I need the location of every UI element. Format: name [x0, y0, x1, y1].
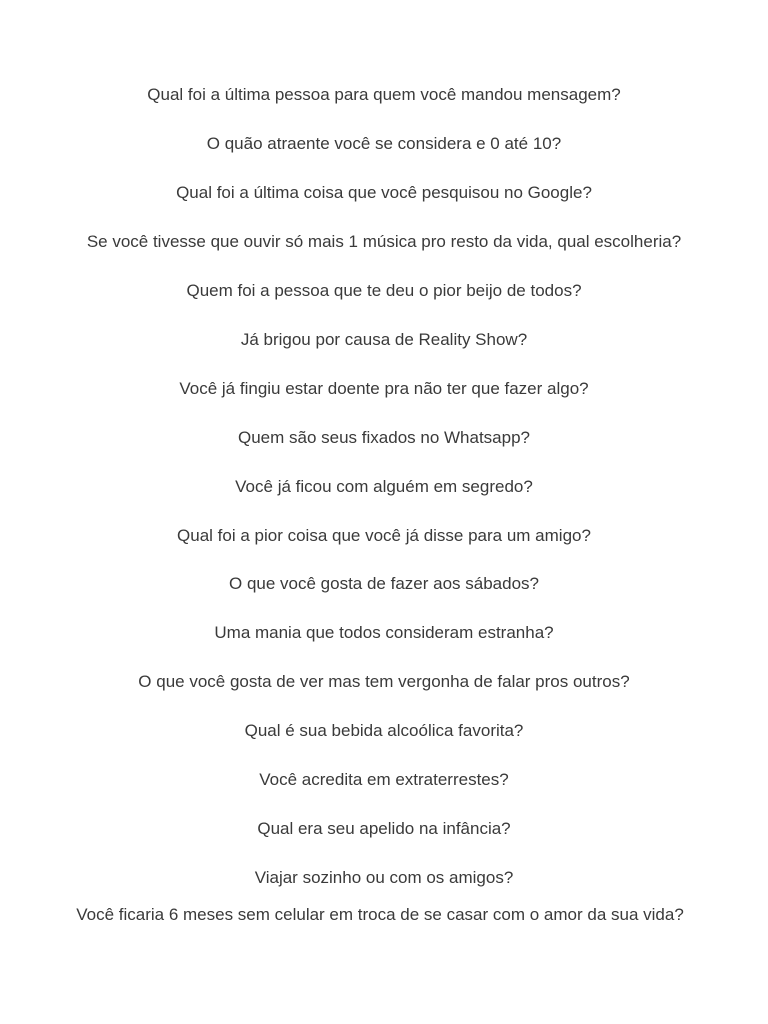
question-2: O quão atraente você se considera e 0 até 10? [206, 134, 562, 153]
question-16: Qual era seu apelido na infância? [257, 819, 511, 838]
question-12: Uma mania que todos consideram estranha? [214, 623, 554, 642]
question-14: Qual é sua bebida alcoólica favorita? [244, 721, 524, 740]
question-4: Se você tivesse que ouvir só mais 1 música pro resto da vida, qual escolheria? [86, 232, 682, 251]
question-9: Você já ficou com alguém em segredo? [235, 477, 533, 496]
question-10: Qual foi a pior coisa que você já disse para um amigo? [177, 526, 591, 545]
question-5: Quem foi a pessoa que te deu o pior beijo de todos? [186, 281, 582, 300]
question-8: Quem são seus fixados no Whatsapp? [238, 428, 530, 447]
question-18: Você ficaria 6 meses sem celular em troca de se casar com o amor da sua vida? [76, 905, 684, 924]
question-17: Viajar sozinho ou com os amigos? [254, 868, 514, 887]
question-6: Já brigou por causa de Reality Show? [240, 330, 528, 349]
question-11: O que você gosta de fazer aos sábados? [229, 574, 539, 593]
question-13: O que você gosta de ver mas tem vergonha de falar pros outros? [138, 672, 630, 691]
question-1: Qual foi a última pessoa para quem você mandou mensagem? [147, 85, 621, 104]
question-15: Você acredita em extraterrestes? [259, 770, 509, 789]
question-3: Qual foi a última coisa que você pesquisou no Google? [176, 183, 592, 202]
question-7: Você já fingiu estar doente pra não ter que fazer algo? [179, 379, 589, 398]
